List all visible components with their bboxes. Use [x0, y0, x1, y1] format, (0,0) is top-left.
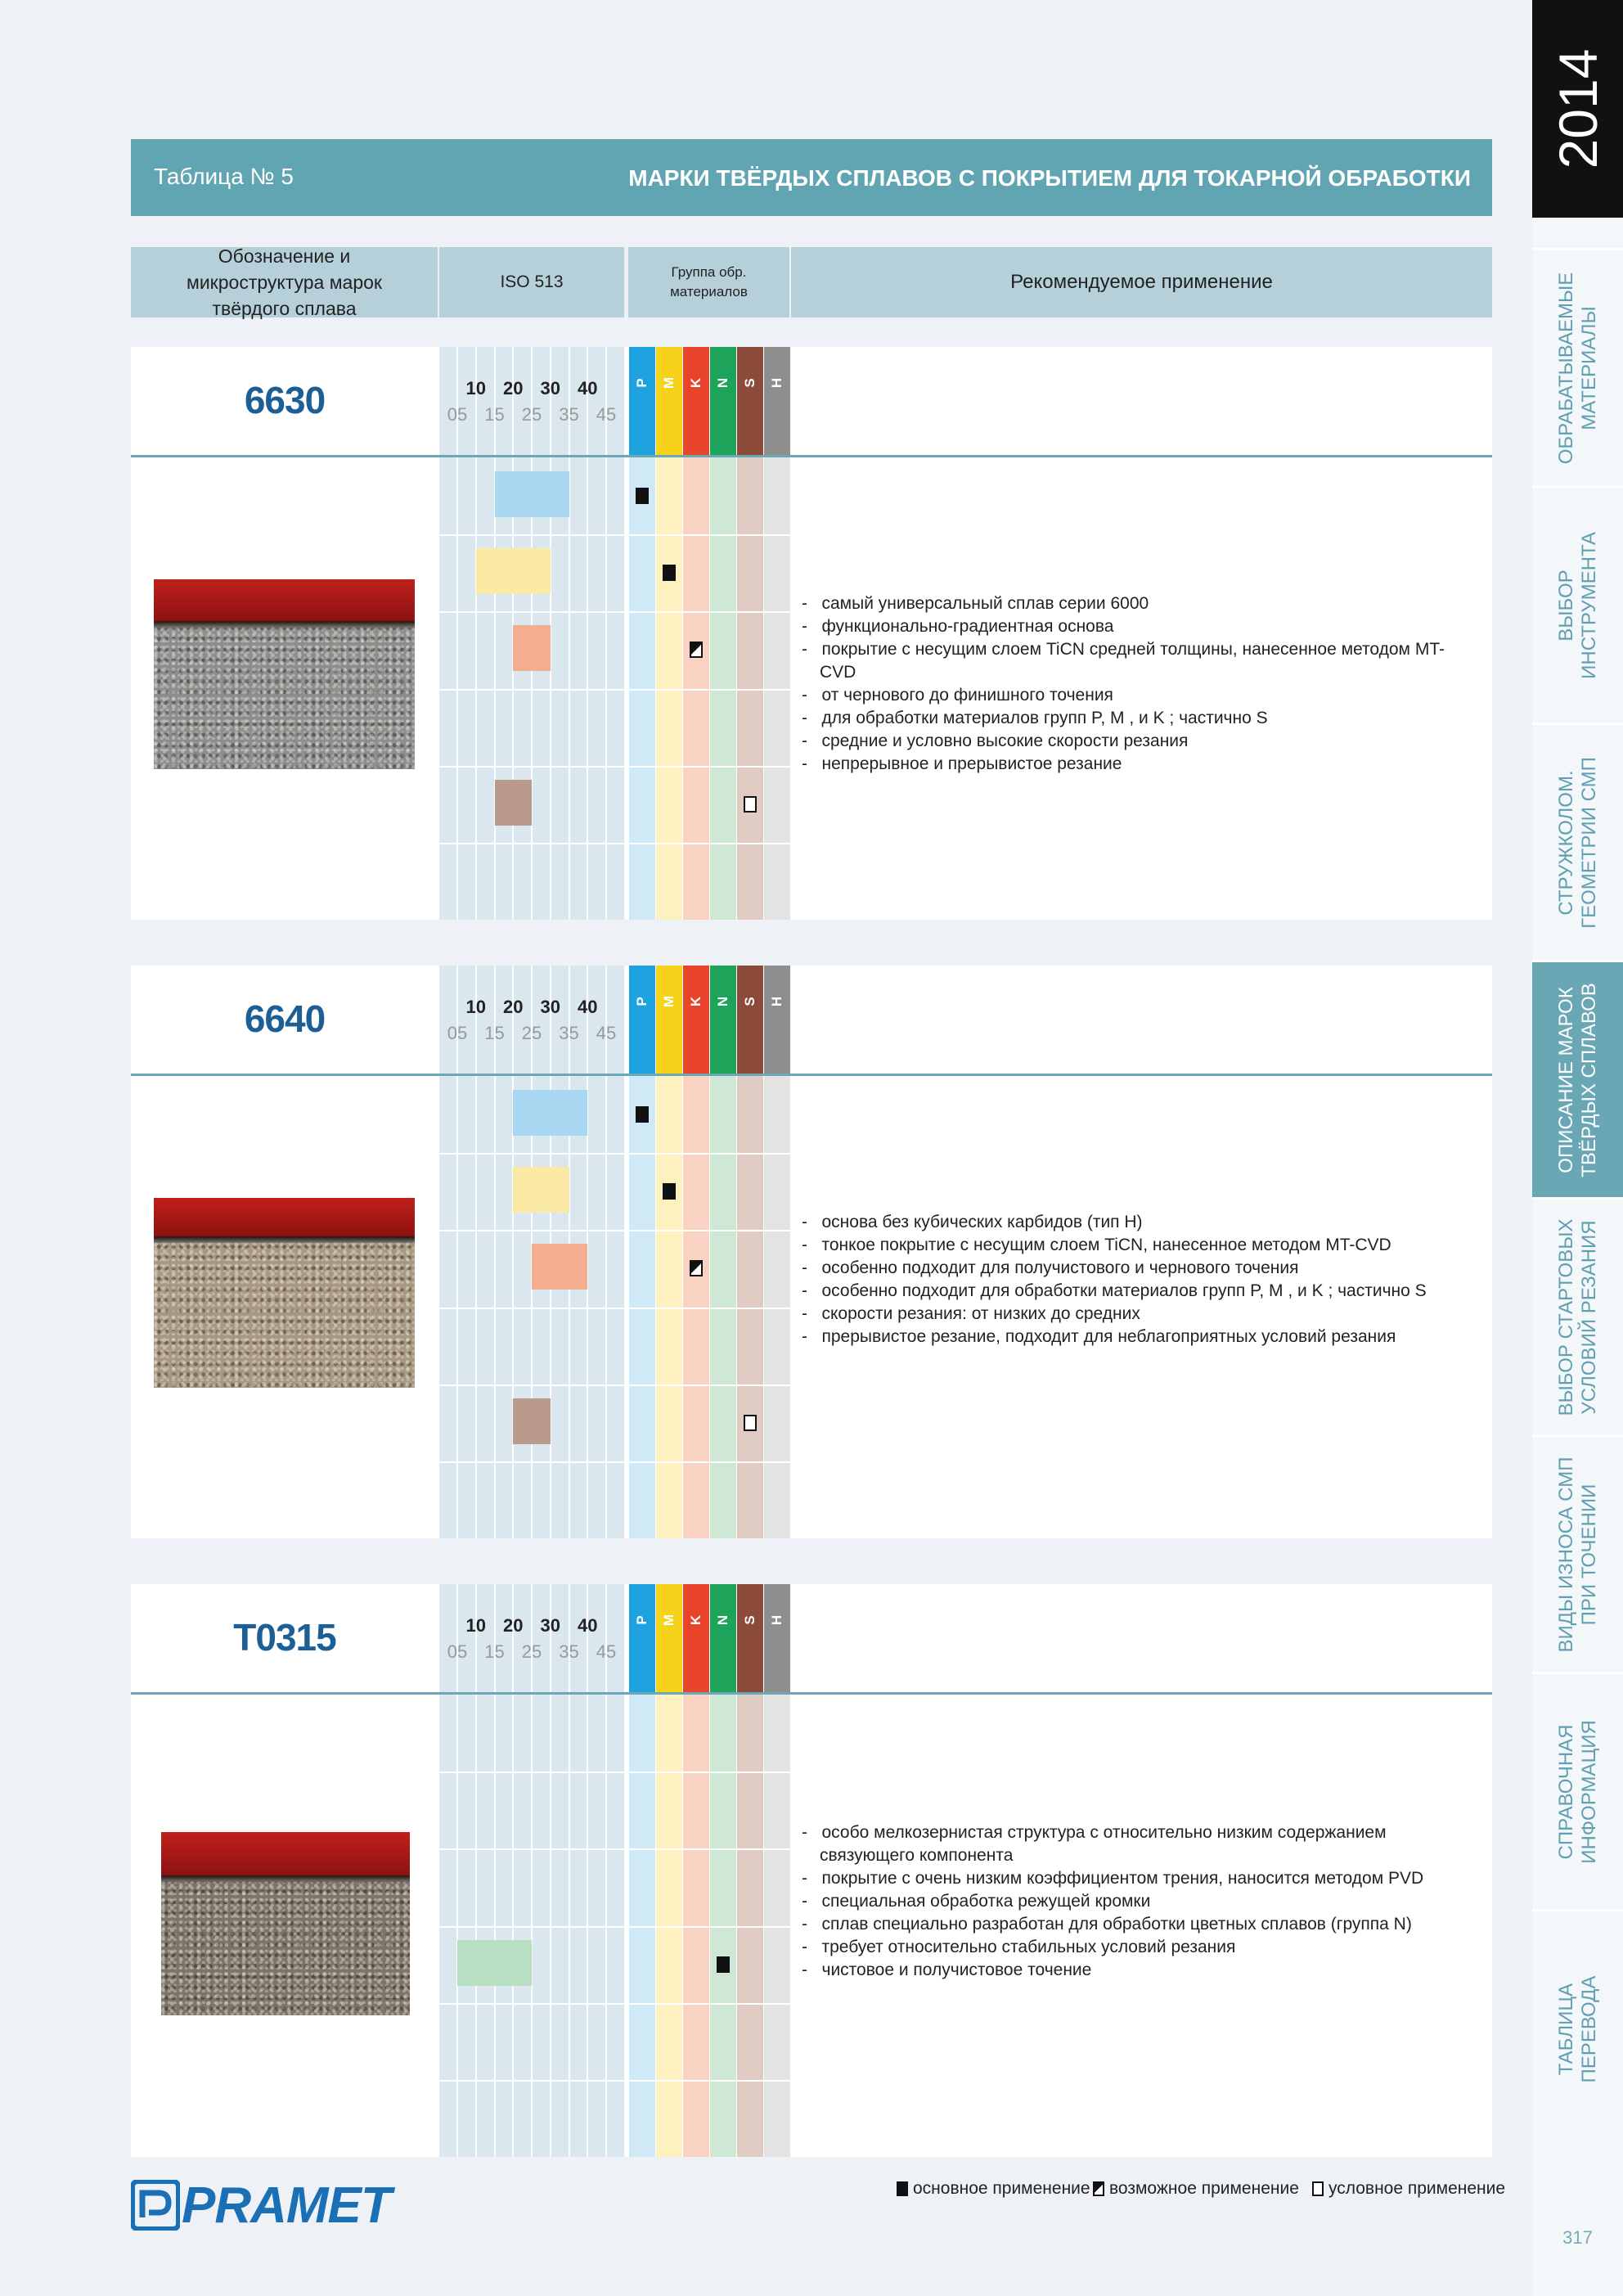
grade-separator	[131, 1692, 1492, 1695]
iso-grid-line	[531, 1584, 533, 2157]
description-item	[802, 1867, 1456, 1890]
group-label-N: N	[715, 1614, 731, 1626]
group-header-K	[683, 966, 709, 1074]
grade-separator	[131, 455, 1492, 457]
row-grid-line	[439, 611, 791, 613]
description-item	[802, 753, 1456, 776]
year-tab	[1532, 0, 1623, 218]
description-item	[802, 592, 1456, 615]
description-item	[802, 1890, 1456, 1913]
range-bar-P	[513, 1090, 587, 1136]
group-label-N: N	[715, 996, 731, 1007]
application-mark-K	[690, 642, 703, 658]
row-grid-line	[439, 689, 791, 691]
application-mark-N	[717, 1956, 730, 1973]
description-text: покрытие с несущим слоем TiCN средней толщины, нанесенное методом MT-CVD	[820, 640, 1445, 682]
range-bar-K	[513, 625, 551, 671]
group-label-S: S	[742, 1615, 758, 1625]
description-item	[802, 730, 1456, 753]
group-label-P: P	[634, 378, 650, 388]
group-header-H	[764, 1584, 790, 1692]
pramet-logo-icon	[131, 2180, 180, 2231]
description-text: непрерывное и прерывистое резание	[821, 754, 1122, 773]
group-label-S: S	[742, 997, 758, 1006]
group-label-M: M	[661, 376, 677, 389]
row-grid-line	[439, 1848, 791, 1850]
group-label-M: M	[661, 1614, 677, 1627]
pramet-logo	[131, 2177, 401, 2234]
application-mark-P	[636, 1106, 649, 1123]
group-header-M	[656, 1584, 682, 1692]
iso-grid-line	[569, 347, 570, 920]
description-text: особенно подходит для получистового и чернового точения	[821, 1258, 1299, 1277]
sidebar-item-6[interactable]	[1532, 1434, 1623, 1672]
col-designation: Обозначение и микроструктура марок твёрдого сплава	[131, 247, 438, 317]
iso-grid-line	[550, 1584, 551, 2157]
iso-bottom-number: 15	[484, 404, 505, 425]
iso-top-number: 30	[540, 997, 560, 1017]
group-header-M	[656, 347, 682, 455]
sidebar-item-5[interactable]	[1532, 1197, 1623, 1434]
iso-top-number: 10	[465, 997, 486, 1017]
iso-top-number: 20	[503, 1615, 524, 1636]
iso-top-number: 40	[578, 1615, 598, 1636]
sidebar-item-label: ТАБЛИЦА ПЕРЕВОДА	[1554, 1975, 1600, 2082]
application-mark-M	[663, 1183, 676, 1200]
description-text: средние и условно высокие скорости резания	[821, 732, 1189, 750]
page-number: 317	[1562, 2227, 1593, 2248]
description-item	[802, 1257, 1456, 1280]
table-number: Таблица № 5	[154, 164, 294, 189]
grade-description	[802, 1821, 1456, 1982]
iso-top-number: 30	[540, 378, 560, 398]
description-text: особенно подходит для обработки материалов групп P, M , и K ; частично S	[821, 1281, 1427, 1300]
group-header-N	[710, 1584, 736, 1692]
iso-top-number: 10	[465, 378, 486, 398]
application-mark-K	[690, 1260, 703, 1276]
pramet-logo-text: PRAMET	[182, 2177, 391, 2234]
iso-top-number: 20	[503, 378, 524, 398]
iso-grid-line	[605, 347, 607, 920]
row-grid-line	[439, 1230, 791, 1231]
description-text: покрытие с очень низким коэффициентом трения, наносится методом PVD	[821, 1869, 1424, 1888]
iso-bottom-number: 15	[484, 1641, 505, 1662]
group-header-S	[737, 1584, 763, 1692]
bullet-dash: -	[802, 1961, 822, 1979]
group-header-N	[710, 966, 736, 1074]
iso-bottom-number: 45	[596, 404, 617, 425]
description-item	[802, 1303, 1456, 1326]
description-item	[802, 707, 1456, 730]
group-header-H	[764, 966, 790, 1074]
description-item	[802, 1821, 1456, 1867]
iso-bottom-number: 45	[596, 1023, 617, 1043]
sidebar-item-1[interactable]	[1532, 248, 1623, 485]
group-header-K	[683, 1584, 709, 1692]
iso-grid-line	[456, 347, 458, 920]
group-label-S: S	[742, 378, 758, 388]
iso-top-number: 20	[503, 997, 524, 1017]
group-label-H: H	[769, 377, 785, 389]
bullet-dash: -	[802, 640, 822, 659]
row-grid-line	[439, 1384, 791, 1386]
description-text: специальная обработка режущей кромки	[821, 1892, 1151, 1911]
description-item	[802, 638, 1456, 684]
iso-bottom-number: 25	[521, 404, 542, 425]
description-text: самый универсальный сплав серии 6000	[821, 594, 1149, 613]
iso-top-number: 40	[578, 997, 598, 1017]
application-mark-M	[663, 565, 676, 581]
grade-separator	[131, 1074, 1492, 1076]
iso-grid-line	[605, 966, 607, 1538]
bullet-dash: -	[802, 1281, 822, 1300]
description-text: сплав специально разработан для обработки цветных сплавов (группа N)	[821, 1915, 1412, 1934]
col-iso: ISO 513	[439, 247, 624, 317]
description-item	[802, 1280, 1456, 1303]
group-label-M: M	[661, 995, 677, 1008]
legend-half-mark	[1093, 2181, 1104, 2196]
range-bar-M	[513, 1167, 569, 1213]
row-grid-line	[439, 2080, 791, 2082]
iso-top-number: 30	[540, 1615, 560, 1636]
application-mark-S	[744, 1415, 757, 1431]
description-text: прерывистое резание, подходит для неблагоприятных условий резания	[821, 1327, 1396, 1346]
bullet-dash: -	[802, 1258, 822, 1277]
description-text: функционально-градиентная основа	[821, 617, 1114, 636]
bullet-dash: -	[802, 732, 822, 750]
description-text: для обработки материалов групп P, M , и K ; частично S	[821, 709, 1268, 727]
range-bar-N	[457, 1940, 532, 1986]
iso-bottom-number: 15	[484, 1023, 505, 1043]
grade-description	[802, 592, 1456, 776]
iso-bottom-number: 05	[447, 404, 468, 425]
bullet-dash: -	[802, 1304, 822, 1323]
group-header-S	[737, 966, 763, 1074]
bullet-dash: -	[802, 1327, 822, 1346]
description-item	[802, 615, 1456, 638]
group-header-P	[629, 1584, 655, 1692]
iso-bottom-number: 25	[521, 1023, 542, 1043]
range-bar-S	[495, 780, 533, 826]
application-mark-S	[744, 796, 757, 813]
range-bar-P	[495, 471, 569, 517]
sidebar-item-label: СПРАВОЧНАЯ ИНФОРМАЦИЯ	[1554, 1719, 1600, 1864]
iso-top-number: 10	[465, 1615, 486, 1636]
row-grid-line	[439, 843, 791, 844]
iso-grid-line	[494, 347, 496, 920]
bullet-dash: -	[802, 1823, 822, 1842]
sidebar-item-label: ВЫБОР СТАРТОВЫХ УСЛОВИЙ РЕЗАНИЯ	[1554, 1218, 1600, 1416]
iso-bottom-number: 05	[447, 1023, 468, 1043]
description-text: требует относительно стабильных условий резания	[821, 1938, 1236, 1956]
description-item	[802, 1959, 1456, 1982]
description-item	[802, 1326, 1456, 1348]
description-text: тонкое покрытие с несущим слоем TiCN, нанесенное методом MT-CVD	[821, 1236, 1391, 1254]
iso-bottom-number: 45	[596, 1641, 617, 1662]
iso-grid-line	[605, 1584, 607, 2157]
iso-grid-line	[512, 1584, 514, 2157]
row-grid-line	[439, 2003, 791, 2005]
range-bar-K	[532, 1244, 587, 1290]
grade-name: 6630	[244, 379, 326, 421]
bullet-dash: -	[802, 1869, 822, 1888]
iso-grid-line	[475, 1584, 477, 2157]
sidebar-item-4[interactable]	[1532, 960, 1623, 1197]
iso-bottom-number: 35	[559, 404, 579, 425]
sidebar-item-label: ОБРАБАТЫВАЕМЫЕ МАТЕРИАЛЫ	[1554, 272, 1600, 464]
bullet-dash: -	[802, 1213, 822, 1231]
description-item	[802, 684, 1456, 707]
row-grid-line	[439, 766, 791, 768]
iso-grid-line	[512, 966, 514, 1538]
sidebar-item-7[interactable]	[1532, 1672, 1623, 1909]
grade-name: 6640	[244, 997, 326, 1040]
description-text: основа без кубических карбидов (тип H)	[821, 1213, 1143, 1231]
bullet-dash: -	[802, 1938, 822, 1956]
description-text: скорости резания: от низких до средних	[821, 1304, 1140, 1323]
sidebar-item-label: ОПИСАНИЕ МАРОК ТВЁРДЫХ СПЛАВОВ	[1554, 982, 1600, 1177]
group-header-N	[710, 347, 736, 455]
row-grid-line	[439, 1308, 791, 1309]
group-label-H: H	[769, 996, 785, 1007]
group-header-P	[629, 347, 655, 455]
bullet-dash: -	[802, 754, 822, 773]
legend-empty	[1312, 2179, 1505, 2199]
table-title-bar	[131, 139, 1492, 216]
year-label: 2014	[1547, 48, 1608, 169]
microstructure-image	[161, 1832, 410, 2015]
iso-grid-line	[494, 1584, 496, 2157]
legend-empty-label: условное применение	[1329, 2179, 1506, 2198]
iso-grid-line	[569, 1584, 570, 2157]
iso-grid-line	[494, 966, 496, 1538]
group-header-H	[764, 347, 790, 455]
description-item	[802, 1936, 1456, 1959]
microstructure-image	[154, 579, 415, 769]
bullet-dash: -	[802, 1236, 822, 1254]
group-header-K	[683, 347, 709, 455]
group-label-P: P	[634, 1615, 650, 1625]
iso-grid-line	[475, 347, 477, 920]
row-grid-line	[439, 1926, 791, 1928]
legend-full-mark	[897, 2181, 908, 2196]
group-header-S	[737, 347, 763, 455]
group-label-K: K	[688, 1614, 704, 1626]
iso-top-number: 40	[578, 378, 598, 398]
description-item	[802, 1913, 1456, 1936]
grade-description	[802, 1211, 1456, 1348]
description-item	[802, 1211, 1456, 1234]
range-bar-S	[513, 1398, 551, 1444]
microstructure-image	[154, 1198, 415, 1388]
iso-bottom-number: 35	[559, 1641, 579, 1662]
col-application: Рекомендуемое применение	[791, 247, 1492, 317]
group-header-P	[629, 966, 655, 1074]
group-label-K: K	[688, 377, 704, 389]
iso-grid-line	[587, 1584, 588, 2157]
description-text: особо мелкозернистая структура с относительно низким содержанием связующего компонента	[820, 1823, 1387, 1865]
application-mark-P	[636, 488, 649, 504]
bullet-dash: -	[802, 594, 822, 613]
group-label-N: N	[715, 377, 731, 389]
iso-grid-line	[587, 347, 588, 920]
group-label-P: P	[634, 997, 650, 1006]
iso-grid-line	[475, 966, 477, 1538]
description-item	[802, 1234, 1456, 1257]
row-grid-line	[439, 1461, 791, 1463]
legend-half-label: возможное применение	[1109, 2179, 1299, 2198]
row-grid-line	[439, 534, 791, 536]
bullet-dash: -	[802, 709, 822, 727]
sidebar-item-label: ВЫБОР ИНСТРУМЕНТА	[1554, 531, 1600, 679]
bullet-dash: -	[802, 686, 822, 705]
legend-empty-mark	[1312, 2181, 1324, 2196]
sidebar-item-label: СТРУЖКОЛОМ. ГЕОМЕТРИИ СМП	[1554, 756, 1600, 929]
bullet-dash: -	[802, 1892, 822, 1911]
grade-name: T0315	[233, 1616, 336, 1659]
description-text: от чернового до финишного точения	[821, 686, 1113, 705]
sidebar-item-2[interactable]	[1532, 485, 1623, 723]
iso-bottom-number: 05	[447, 1641, 468, 1662]
col-group: Группа обр. материалов	[628, 247, 789, 317]
table-title: МАРКИ ТВЁРДЫХ СПЛАВОВ С ПОКРЫТИЕМ ДЛЯ ТОКАРНОЙ ОБРАБОТКИ	[628, 165, 1471, 191]
iso-grid-line	[456, 1584, 458, 2157]
row-grid-line	[439, 1772, 791, 1773]
legend-full-label: основное применение	[913, 2179, 1090, 2198]
legend-full	[897, 2179, 1090, 2199]
iso-bottom-number: 35	[559, 1023, 579, 1043]
bullet-dash: -	[802, 1915, 822, 1934]
sidebar-item-3[interactable]	[1532, 723, 1623, 960]
group-label-K: K	[688, 996, 704, 1007]
iso-grid-line	[456, 966, 458, 1538]
row-grid-line	[439, 1153, 791, 1155]
group-label-H: H	[769, 1614, 785, 1626]
bullet-dash: -	[802, 617, 822, 636]
range-bar-M	[476, 548, 551, 594]
sidebar-item-8[interactable]	[1532, 1909, 1623, 2146]
iso-bottom-number: 25	[521, 1641, 542, 1662]
legend-half	[1093, 2179, 1299, 2199]
sidebar-item-label: ВИДЫ ИЗНОСА СМП ПРИ ТОЧЕНИИ	[1554, 1456, 1600, 1652]
group-header-M	[656, 966, 682, 1074]
description-text: чистовое и получистовое точение	[821, 1961, 1092, 1979]
